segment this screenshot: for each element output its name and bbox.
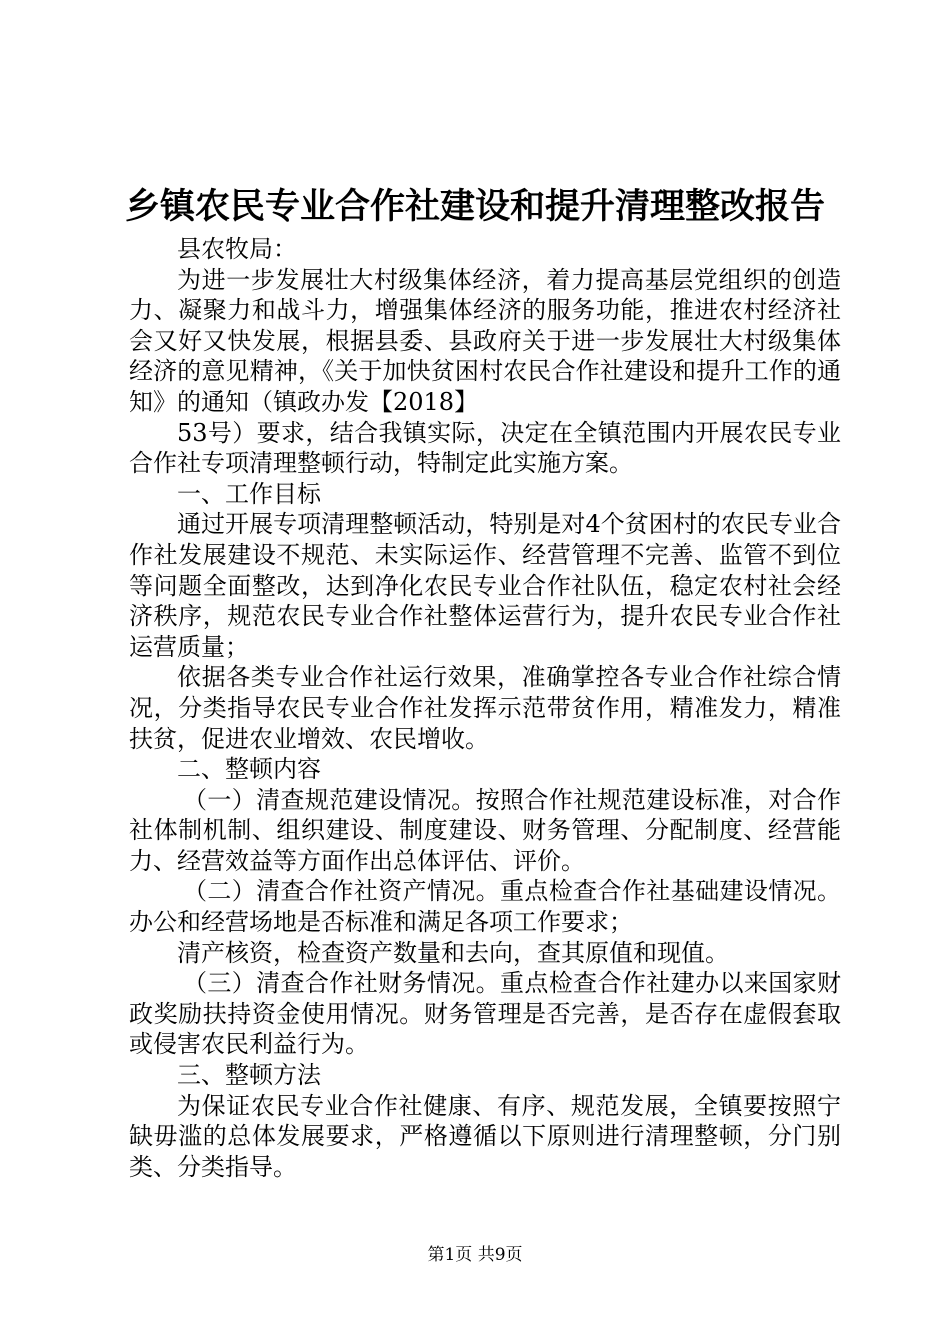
goals-paragraph: 通过开展专项清理整顿活动，特别是对4个贫困村的农民专业合作社发展建设不规范、未实际运作、经营管理不完善、监管不到位等问题全面整改，达到净化农民专业合作社队伍，稳定农村社会经济秩序，规范农民专业合作社整体运营行为，提升农民专业合作社运营质量； xyxy=(129,510,841,661)
section-heading-methods: 三、整顿方法 xyxy=(177,1061,321,1090)
methods-paragraph: 为保证农民专业合作社健康、有序、规范发展，全镇要按照宁缺毋滥的总体发展要求，严格遵循以下原则进行清理整顿，分门别类、分类指导。 xyxy=(129,1091,841,1181)
content-item-2-continued: 清产核资，检查资产数量和去向，查其原值和现值。 xyxy=(177,938,729,967)
content-item-2: （二）清查合作社资产情况。重点检查合作社基础建设情况。办公和经营场地是否标准和满足各项工作要求； xyxy=(129,877,841,937)
page-number-footer: 第1页 共9页 xyxy=(427,1245,523,1265)
content-item-3: （三）清查合作社财务情况。重点检查合作社建办以来国家财政奖励扶持资金使用情况。财务管理是否完善，是否存在虚假套取或侵害农民利益行为。 xyxy=(129,969,841,1059)
document-title: 乡镇农民专业合作社建设和提升清理整改报告 xyxy=(124,186,825,227)
intro-paragraph-continued: 53号）要求，结合我镇实际，决定在全镇范围内开展农民专业合作社专项清理整顿行动，特制定此实施方案。 xyxy=(129,418,841,478)
salutation: 县农牧局： xyxy=(177,235,297,263)
document-body xyxy=(129,234,841,1182)
content-item-1: （一）清查规范建设情况。按照合作社规范建设标准，对合作社体制机制、组织建设、制度建设、财务管理、分配制度、经营能力、经营效益等方面作出总体评估、评价。 xyxy=(129,785,841,875)
goals-paragraph-2: 依据各类专业合作社运行效果，准确掌控各专业合作社综合情况，分类指导农民专业合作社发挥示范带贫作用，精准发力，精准扶贫，促进农业增效、农民增收。 xyxy=(129,663,841,753)
section-heading-content: 二、整顿内容 xyxy=(177,755,321,784)
section-heading-goals: 一、工作目标 xyxy=(177,479,321,508)
intro-paragraph: 为进一步发展壮大村级集体经济，着力提高基层党组织的创造力、凝聚力和战斗力，增强集体经济的服务功能，推进农村经济社会又好又快发展，根据县委、县政府关于进一步发展壮大村级集体经济的意见精神，《关于加快贫困村农民合作社建设和提升工作的通知》的通知（镇政办发【2018】 xyxy=(129,265,841,416)
